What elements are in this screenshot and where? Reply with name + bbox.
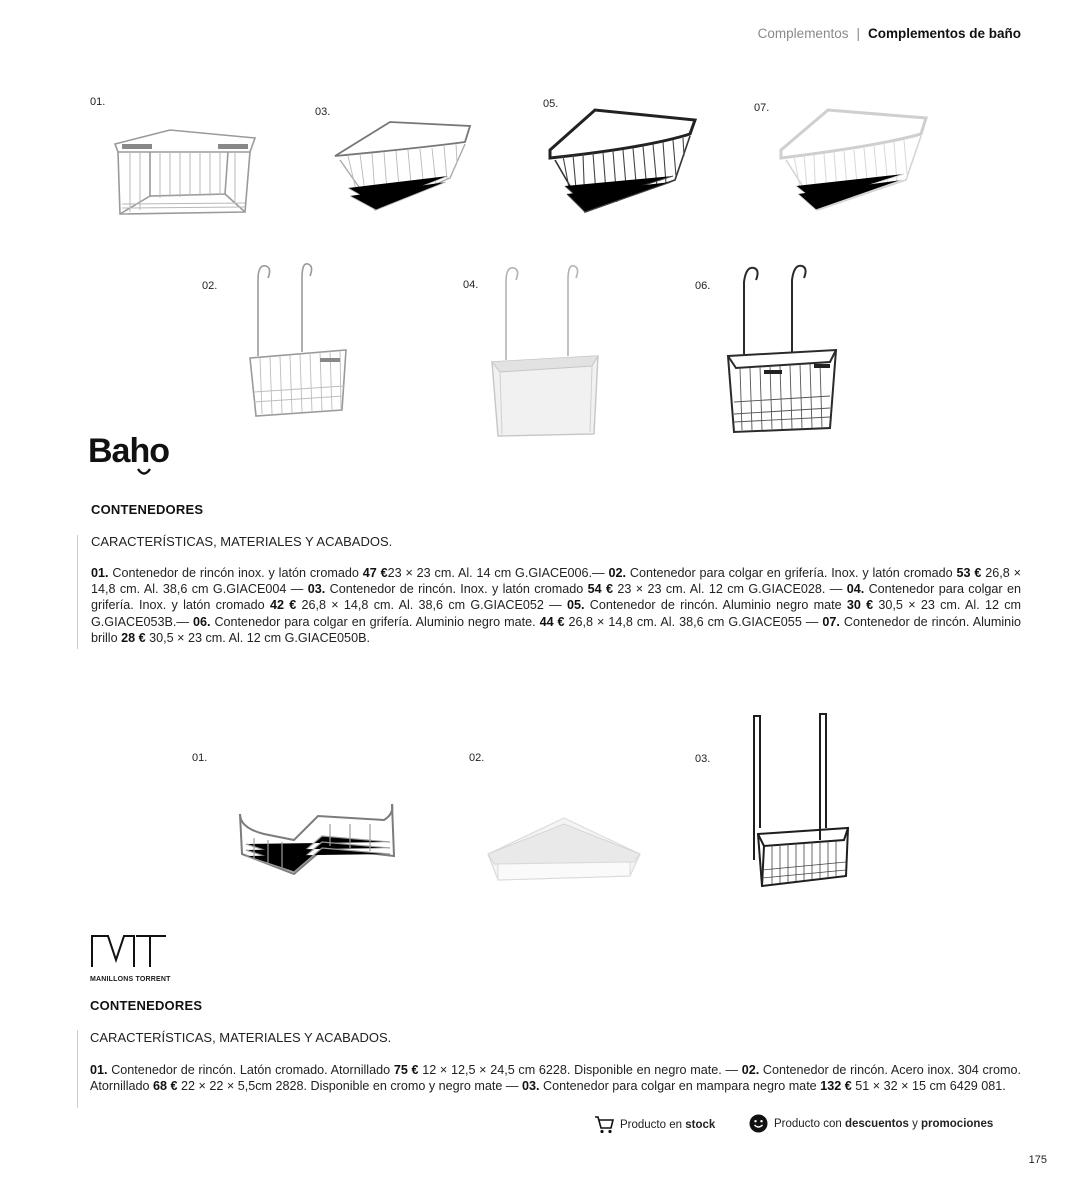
- mt-logo-icon: [90, 934, 168, 968]
- product-image-corner-basket: [330, 118, 475, 218]
- description-text: Contenedor de rincón. Acero inox. 304 cromo. Atornillado: [90, 1063, 1021, 1094]
- description-text: 26,8 × 14,8 cm. Al. 38,6 cm G.GIACE004 —: [91, 566, 1021, 597]
- legend-stock: Producto en stock: [594, 1114, 715, 1134]
- product-description: [90, 1062, 1021, 1094]
- product-image-corner-basket-aluminium: [778, 108, 930, 214]
- description-bold: 02.: [608, 566, 627, 580]
- description-text: 23 × 23 cm. Al. 12 cm G.GIACE028. —: [613, 582, 847, 597]
- breadcrumb-section: Complementos: [757, 26, 849, 41]
- description-bold: 06.: [192, 614, 211, 629]
- description-text: Contenedor de rincón. Inox. y latón cromado: [325, 582, 588, 597]
- description-text: Contenedor para colgar en grifería. Inox. y latón cromado: [626, 566, 957, 580]
- product-number: 06.: [695, 280, 711, 292]
- brand-logo-manillons-torrent: [90, 934, 171, 983]
- description-bold: 01.: [91, 566, 109, 580]
- divider: [77, 535, 78, 649]
- smile-mark-icon: [136, 468, 152, 476]
- description-bold: 05.: [567, 598, 585, 613]
- product-number: 03.: [695, 753, 711, 765]
- section-subtitle: CARACTERÍSTICAS, MATERIALES Y ACABADOS.: [90, 1030, 392, 1045]
- product-image-hanging-basket-white: [490, 264, 602, 440]
- product-image-shower-hanging-basket: [748, 710, 858, 892]
- description-text: 22 × 22 × 5,5cm 2828. Disponible en cromo y negro mate —: [177, 1079, 522, 1094]
- description-text: Contenedor para colgar en mampara negro mate: [539, 1079, 821, 1094]
- product-number: 03.: [315, 106, 331, 118]
- description-text: 30,5 × 23 cm. Al. 12 cm G.GIACE050B.: [145, 630, 370, 645]
- product-image-corner-shelf-white: [484, 814, 644, 886]
- smiley-icon: [749, 1114, 768, 1133]
- product-number: 05.: [543, 98, 559, 110]
- product-number: 02.: [202, 280, 218, 292]
- description-text: Contenedor para colgar en grifería. Aluminio negro mate.: [210, 614, 540, 629]
- product-image-corner-shelf-chrome: [234, 794, 404, 884]
- description-bold: 68 €: [153, 1079, 178, 1094]
- description-text: Contenedor de rincón inox. y latón cromado: [108, 566, 363, 580]
- description-bold: 02.: [741, 1063, 760, 1077]
- description-bold: 01.: [90, 1063, 108, 1077]
- description-bold: 75 €: [393, 1063, 419, 1077]
- section-title: CONTENEDORES: [91, 502, 204, 517]
- product-number: 01.: [90, 96, 106, 108]
- description-bold: 04.: [846, 582, 865, 597]
- page-number: 175: [1028, 1154, 1047, 1166]
- description-bold: 42 €: [269, 598, 297, 613]
- description-text: 26,8 × 14,8 cm. Al. 38,6 cm G.GIACE055 —: [564, 614, 823, 629]
- section-subtitle: CARACTERÍSTICAS, MATERIALES Y ACABADOS.: [91, 534, 393, 549]
- description-bold: 03.: [307, 582, 326, 597]
- description-text: Contenedor de rincón. Aluminio brillo: [91, 614, 1021, 645]
- brand-caption: MANILLONS TORRENT: [90, 976, 171, 983]
- section-title: CONTENEDORES: [90, 998, 203, 1013]
- description-bold: 54 €: [587, 582, 614, 597]
- product-description: [91, 565, 1021, 646]
- description-bold: 44 €: [539, 614, 565, 629]
- description-bold: 03.: [521, 1079, 540, 1094]
- product-image-corner-basket-black: [545, 108, 700, 216]
- description-text: 26,8 × 14,8 cm. Al. 38,6 cm G.GIACE052 —: [296, 598, 568, 613]
- description-bold: 28 €: [121, 630, 146, 645]
- description-bold: 53 €: [956, 566, 982, 580]
- product-number: 01.: [192, 752, 208, 764]
- description-bold: 07.: [822, 614, 840, 629]
- description-bold: 47 €: [362, 566, 388, 580]
- cart-icon: [594, 1114, 614, 1134]
- product-number: 02.: [469, 752, 485, 764]
- description-text: 23 × 23 cm. Al. 14 cm G.GIACE006.—: [387, 566, 609, 580]
- description-text: Contenedor para colgar en grifería. Inox. y latón cromado: [91, 582, 1021, 613]
- description-text: Contenedor de rincón. Aluminio negro mate: [584, 598, 847, 613]
- description-text: 30,5 × 23 cm. Al. 12 cm G.GIACE053B.—: [91, 598, 1022, 629]
- description-text: 51 × 32 × 15 cm 6429 081.: [851, 1079, 1006, 1094]
- description-bold: 30 €: [846, 598, 874, 613]
- page-header: [758, 26, 1021, 41]
- brand-logo-baho: Baho: [88, 432, 169, 471]
- description-text: Contenedor de rincón. Latón cromado. Atornillado: [107, 1063, 394, 1077]
- product-image-hanging-basket: [246, 262, 354, 418]
- breadcrumb-current: Complementos de baño: [867, 26, 1021, 41]
- description-bold: 132 €: [820, 1079, 852, 1094]
- legend-promotions: Producto con descuentos y promociones: [749, 1114, 993, 1133]
- product-image-hanging-basket-black: [724, 262, 842, 434]
- product-number: 04.: [463, 279, 479, 291]
- breadcrumb-separator: |: [856, 26, 860, 41]
- product-number: 07.: [754, 102, 770, 114]
- divider: [77, 1030, 78, 1108]
- product-image-corner-basket: [110, 124, 260, 219]
- description-text: 12 × 12,5 × 24,5 cm 6228. Disponible en negro mate. —: [418, 1063, 742, 1077]
